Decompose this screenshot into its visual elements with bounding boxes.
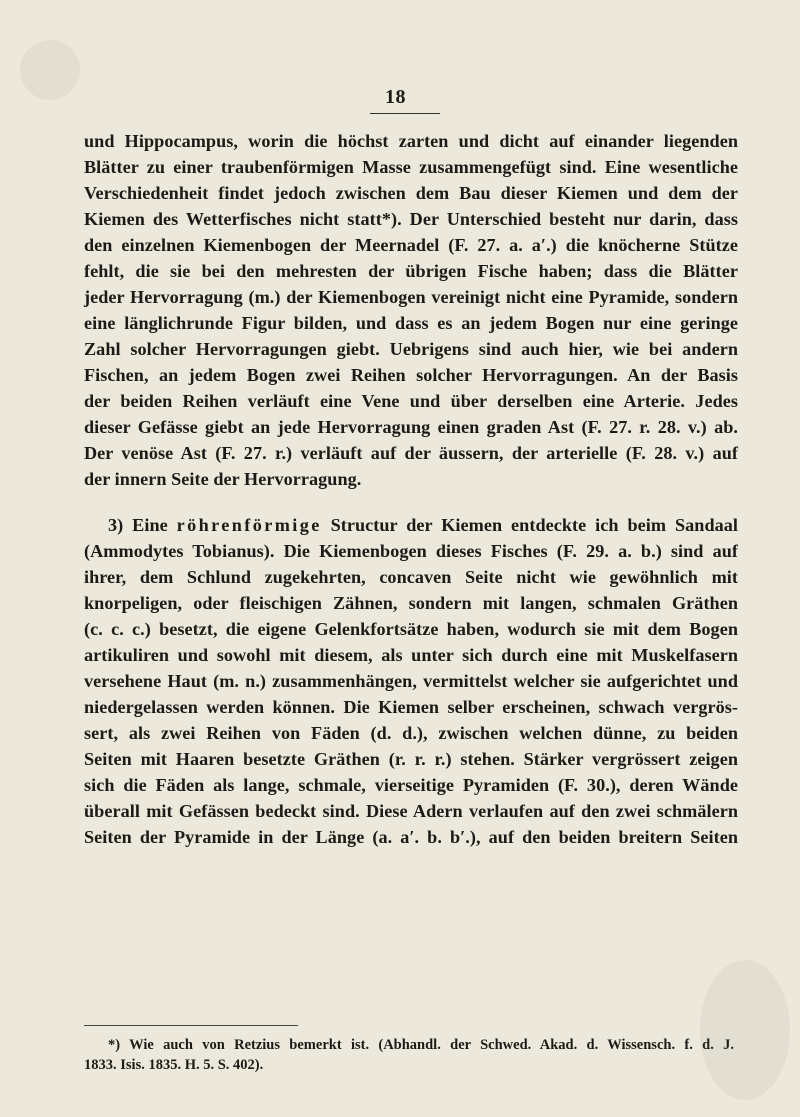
text-line: den einzelnen Kiemenbogen der Meernadel (F. 27. a. a′.) die knöcherne Stütze [84,235,738,255]
text-line: Blätter zu einer traubenförmigen Masse zusammengefügt sind. Eine wesentliche [84,157,738,177]
text-line: knorpeligen, oder fleischigen Zähnen, sondern mit langen, schmalen Gräthen [84,593,738,613]
text-line: der innern Seite der Hervorragung. [84,469,362,489]
text-line: dieser Gefässe giebt an jede Hervorragung einen graden Ast (F. 27. r. 28. v.) ab. [84,417,738,437]
text-line: Verschiedenheit findet jedoch zwischen dem Bau dieser Kiemen und dem der [84,183,738,203]
paper-stain [700,960,790,1100]
text-line: überall mit Gefässen bedeckt sind. Diese Adern verlaufen auf den zwei schmälern [84,801,738,821]
page-number-rule [370,113,440,114]
text-line: (c. c. c.) besetzt, die eigene Gelenkfortsätze haben, wodurch sie mit dem Bogen [84,619,738,639]
emphasized-word: röhrenförmige [176,515,322,535]
page-number: 18 [385,86,406,108]
footnote-rule [84,1025,298,1026]
text-line: sert, als zwei Reihen von Fäden (d. d.), zwischen welchen dünne, zu beiden [84,723,738,743]
paragraph-first-line [108,512,738,538]
text-line: (Ammodytes Tobianus). Die Kiemenbogen dieses Fisches (F. 29. a. b.) sind auf [84,541,738,561]
text-line: Kiemen des Wetterfisches nicht statt*). Der Unterschied besteht nur darin, dass [84,209,738,229]
text-line: ihrer, dem Schlund zugekehrten, concaven Seite nicht wie gewöhnlich mit [84,567,738,587]
text-line: und Hippocampus, worin die höchst zarten und dicht auf einander liegenden [84,131,738,151]
text-line: Der venöse Ast (F. 27. r.) verläuft auf der äussern, der arterielle (F. 28. v.) auf [84,443,738,463]
text-line: sich die Fäden als lange, schmale, vierseitige Pyramiden (F. 30.), deren Wände [84,775,738,795]
text-line: eine länglichrunde Figur bilden, und dass es an jedem Bogen nur eine geringe [84,313,738,333]
text-line: Fischen, an jedem Bogen zwei Reihen solcher Hervorragungen. An der Basis [84,365,738,385]
text-line: Seiten der Pyramide in der Länge (a. a′. b. b′.), auf den beiden breitern Seiten [84,827,738,847]
text-line: Seiten mit Haaren besetzte Gräthen (r. r. r.) stehen. Stärker vergrössert zeigen [84,749,738,769]
text-run: Structur der Kiemen entdeckte ich beim Sandaal [321,515,739,535]
text-line: der beiden Reihen verläuft eine Vene und über derselben eine Arterie. Jedes [84,391,738,411]
footnote-line: 1833. Isis. 1835. H. 5. S. 402). [84,1057,264,1073]
text-line: fehlt, die sie bei den mehresten der übrigen Fische haben; dass die Blätter [84,261,738,281]
text-line: artikuliren und sowohl mit diesem, als unter sich durch eine mit Muskelfasern [84,645,738,665]
text-line: Zahl solcher Hervorragungen giebt. Uebrigens sind auch hier, wie bei andern [84,339,738,359]
footnote-line: *) Wie auch von Retzius bemerkt ist. (Abhandl. der Schwed. Akad. d. Wissensch. f. d. J. [108,1037,734,1053]
text-line: niedergelassen werden können. Die Kiemen selber erscheinen, schwach vergrös- [84,697,738,717]
text-line: jeder Hervorragung (m.) der Kiemenbogen vereinigt nicht eine Pyramide, sondern [84,287,738,307]
text-line: versehene Haut (m. n.) zusammenhängen, vermittelst welcher sie aufgerichtet und [84,671,738,691]
paragraph-number: 3) Eine [108,515,177,535]
paper-stain [20,40,80,100]
